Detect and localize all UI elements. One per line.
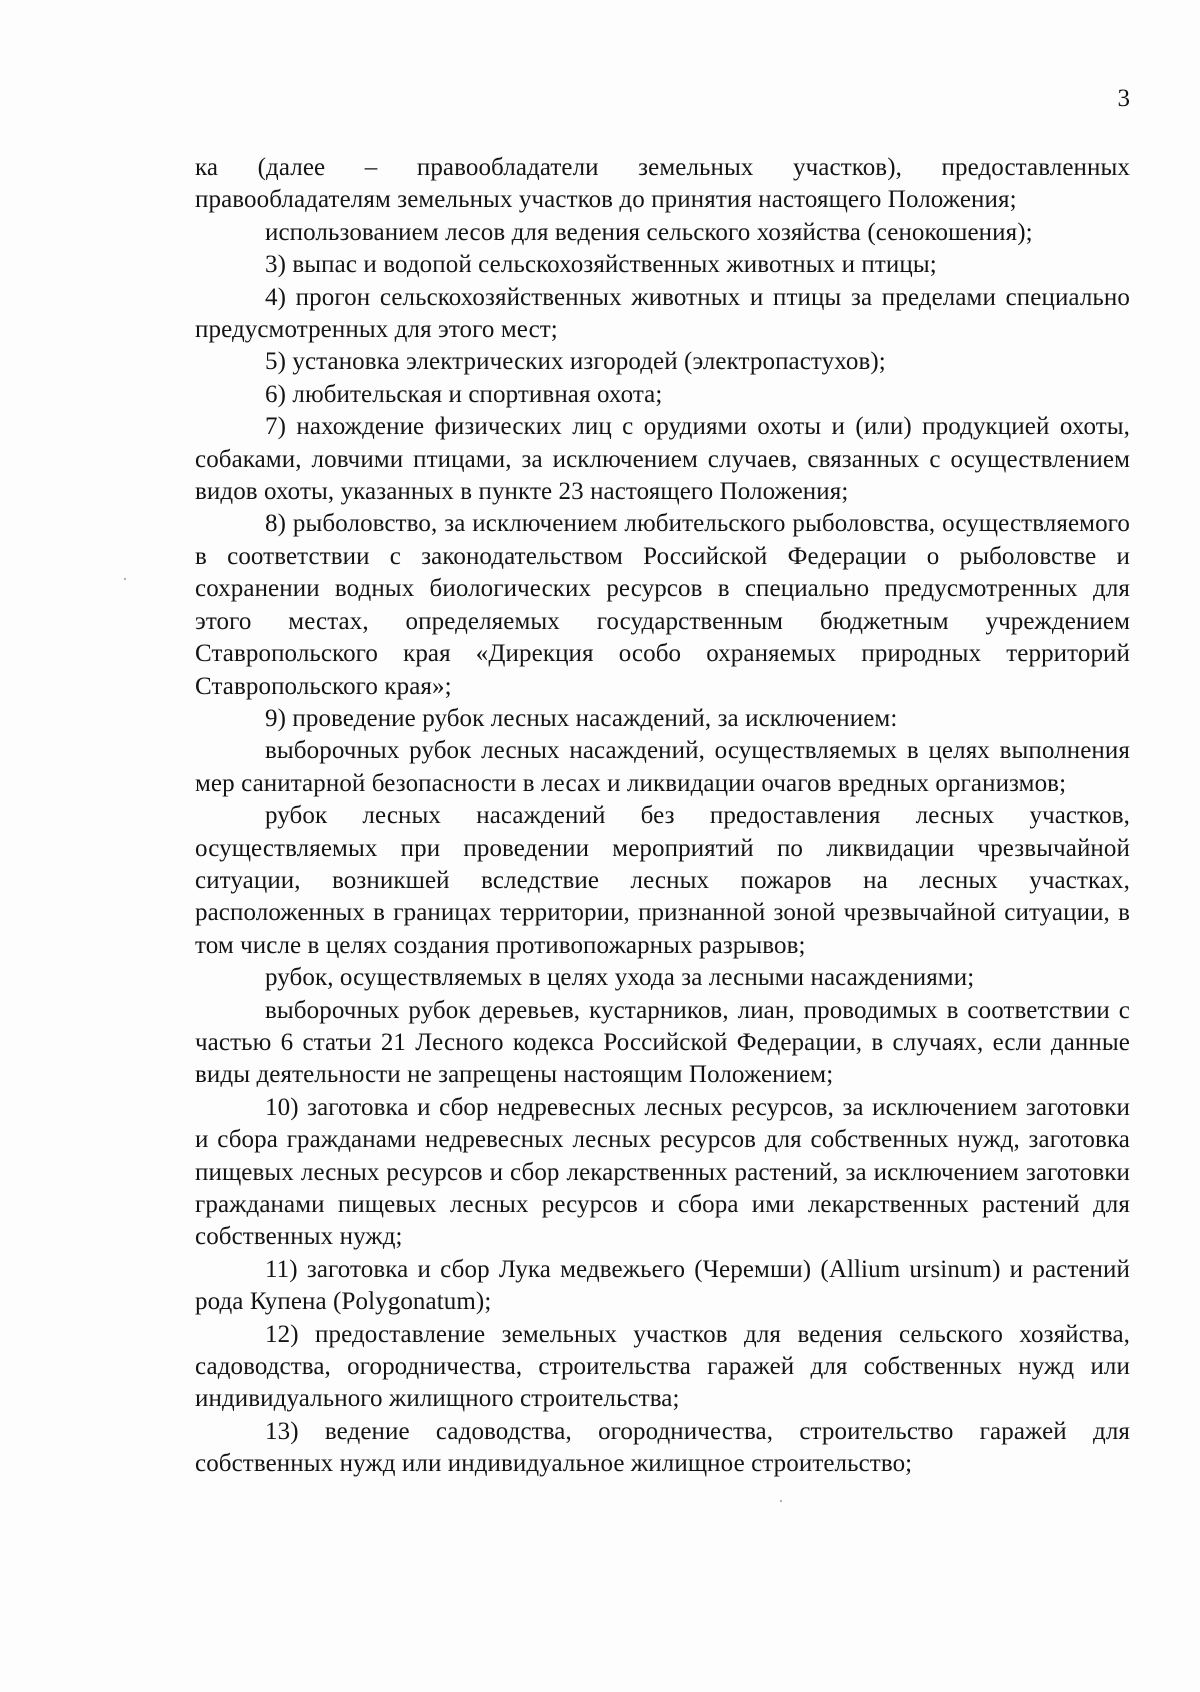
paragraph-item-13: 13) ведение садоводства, огородничества, строительство гаражей для собственных нужд или индивидуальное жилищное строительство; — [195, 1417, 1130, 1478]
paragraph-continuation: ка (далее – правообладатели земельных участков), предоставленных правообладателям земельных участков до принятия настоящего Положения; — [195, 154, 1130, 214]
paragraph-item-11: 11) заготовка и сбор Лука медвежьего (Черемши) (Allium ursinum) и растений рода Купена (Polygonatum); — [195, 1255, 1130, 1316]
paragraph-item-9-selective-cutting: выборочных рубок лесных насаждений, осуществляемых в целях выполнения мер санитарной безопасности в лесах и ликвидации очагов вредных организмов; — [195, 737, 1130, 797]
paragraph-item-3: 3) выпас и водопой сельскохозяйственных животных и птицы; — [265, 251, 937, 279]
paragraph-item-9: 9) проведение рубок лесных насаждений, за исключением: — [265, 704, 898, 732]
paragraph-item-5: 5) установка электрических изгородей (электропастухов); — [265, 348, 886, 376]
scan-speck — [124, 578, 126, 580]
paragraph-item-6: 6) любительская и спортивная охота; — [265, 380, 663, 408]
paragraph-item-9-shrub-cutting: выборочных рубок деревьев, кустарников, лиан, проводимых в соответствии с частью 6 статьи 21 Лесного кодекса Российской Федерации, в случаях, если данные виды деятельности не запрещены настоящим Положением; — [195, 996, 1130, 1089]
paragraph-item-7: 7) нахождение физических лиц с орудиями охоты и (или) продукцией охоты, собаками, ловчими птицами, за исключением случаев, связанных с осуществлением видов охоты, указанных в пункте 23 настоящего Положения; — [195, 413, 1130, 506]
scan-speck — [780, 1500, 782, 1502]
page-number: 3 — [1117, 85, 1130, 112]
paragraph-haymaking: использованием лесов для ведения сельского хозяйства (сенокошения); — [265, 218, 1033, 246]
paragraph-item-9-emergency-cutting: рубок лесных насаждений без предоставления лесных участков, осуществляемых при проведении мероприятий по ликвидации чрезвычайной ситуации, возникшей вследствие лесных пожаров на лесных участках, расположенных в границах территории, признанной зоной чрезвычайной ситуации, в том числе в целях создания противопожарных разрывов; — [195, 802, 1130, 959]
paragraph-item-8: 8) рыболовство, за исключением любительского рыболовства, осуществляемого в соответствии с законодательством Российской Федерации о рыболовстве и сохранении водных биологических ресурсов в специально предусмотренных для этого местах, определяемых государственным бюджетным учреждением Ставропольского края «Дирекция особо охраняемых природных территорий Ставропольского края»; — [195, 510, 1130, 700]
paragraph-item-9-care-cutting: рубок, осуществляемых в целях ухода за лесными насаждениями; — [265, 964, 975, 992]
paragraph-item-12: 12) предоставление земельных участков для ведения сельского хозяйства, садоводства, огородничества, строительства гаражей для собственных нужд или индивидуального жилищного строительства; — [195, 1320, 1130, 1413]
paragraph-item-10: 10) заготовка и сбор недревесных лесных ресурсов, за исключением заготовки и сбора гражданами недревесных лесных ресурсов для собственных нужд, заготовка пищевых лесных ресурсов и сбор лекарственных растений, за исключением заготовки гражданами пищевых лесных ресурсов и сбора ими лекарственных растений для собственных нужд; — [195, 1093, 1130, 1251]
document-body — [195, 152, 1130, 1481]
paragraph-item-4: 4) прогон сельскохозяйственных животных и птицы за пределами специально предусмотренных для этого мест; — [195, 283, 1130, 344]
